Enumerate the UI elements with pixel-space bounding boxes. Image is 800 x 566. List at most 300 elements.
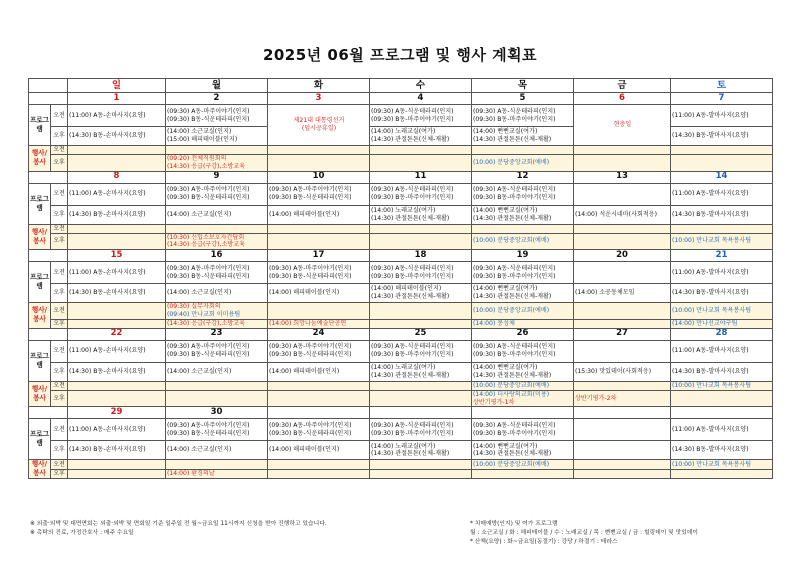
date-cell: 17 [268,250,370,262]
date-cell: 7 [671,93,773,105]
program-cell [268,284,370,303]
event-cell [370,146,472,155]
date-cell: 9 [166,171,268,183]
note-line: * 산책(요양) : 화~금요일(동절기) : 강당 / 하절기 : 테라스 [470,539,618,545]
program-entry: (14:30) 관절튼튼(신체-재활) [371,371,450,379]
weekday-header: 화 [268,79,370,93]
event-cell [472,381,574,390]
event-cell [671,146,773,155]
schedule-table [28,78,773,479]
program-cell [574,441,671,460]
event-cell [268,146,370,155]
notes-right [470,520,698,547]
program-entry: (14:30) B동-발마사지(요양) [672,367,749,375]
event-entry: (14:00) 환경의날 [167,470,215,478]
date-row [29,93,773,105]
date-cell: 20 [574,250,671,262]
event-cell [166,303,268,320]
event-entry: 상반기평가-1차 [473,398,515,406]
program-entry: (14:00) 노래교실(여가) [371,206,436,214]
date-cell: 5 [472,93,574,105]
event-am-row [29,381,773,390]
program-cell [671,441,773,460]
program-am-row [29,183,773,205]
event-cell [166,155,268,172]
event-cell [166,460,268,470]
date-cell: 23 [166,328,268,340]
program-entry: (09:30) A동-식운테라피(인지) [473,107,556,115]
event-entry: (14:30) 응급(구강),소방교육 [167,319,246,327]
program-label: 프로그램 [29,419,51,460]
program-entry: (09:30) A동-마주이야기(인지) [269,422,352,430]
program-entry: (09:30) B동-마주이야기(인지) [473,115,556,123]
program-cell [574,205,671,224]
date-cell [671,407,773,419]
program-cell [574,419,671,441]
date-cell: 11 [370,171,472,183]
event-cell [472,303,574,320]
program-entry: (09:30) B동-마주이야기(인지) [473,351,556,359]
program-entry: (09:30) A동-식운테라피(인지) [371,186,454,194]
event-cell [671,303,773,320]
event-label: 행사/봉사 [29,303,51,329]
program-entry: (09:30) A동-마주이야기(인지) [167,186,250,194]
program-cell [370,127,472,146]
program-entry: (14:30) B동-발마사지(요양) [672,132,749,140]
program-cell [370,262,472,284]
program-pm-row [29,205,773,224]
program-entry: (09:30) A동-마주이야기(인지) [269,343,352,351]
event-entry: (14:00) 희망나눔예술단공연 [269,319,347,327]
event-entry: (09:40) 만나교회 이미용팀 [167,310,241,318]
program-am-row [29,105,773,127]
program-entry: (11:00) A동-발마사지(요양) [672,111,749,119]
event-cell [472,469,574,479]
event-pm-row [29,390,773,407]
event-cell [472,390,574,407]
event-cell [671,390,773,407]
event-cell [166,146,268,155]
program-entry: (11:00) A동-손마사지(요양) [69,268,146,276]
program-entry: (09:30) B동-마주이야기(인지) [371,194,454,202]
program-entry: (09:30) B동-마주이야기(인지) [473,272,556,280]
event-entry: (14:00) 만나선교야구팀 [672,319,738,327]
program-entry: (14:30) 관절튼튼(신체-재활) [473,450,552,458]
event-label: 행사/봉사 [29,381,51,407]
program-entry: (14:30) 관절튼튼(신체-재활) [371,136,450,143]
event-cell [166,381,268,390]
event-cell [574,390,671,407]
event-am-row [29,303,773,320]
event-entry: (09:30) 실무자회의 [167,303,221,311]
program-cell [68,419,166,441]
event-cell [166,233,268,250]
program-am-row [29,419,773,441]
program-entry: (14:00) 뻔뻔교실(여가) [473,206,538,214]
event-cell [68,146,166,155]
program-entry: (09:30) A동-식운테라피(인지) [473,422,556,430]
program-entry: (11:00) A동-발마사지(요양) [672,425,749,433]
program-cell [68,205,166,224]
program-pm-row [29,441,773,460]
program-entry: (14:00) 뻔뻔교실(여가) [473,442,538,450]
event-cell [268,390,370,407]
pm-label: 오후 [51,441,68,460]
date-cell: 16 [166,250,268,262]
program-entry: (14:00) 소근교실(인지) [167,367,232,375]
program-entry: (14:30) 관절튼튼(신체-재활) [473,293,552,301]
program-entry: (09:30) A동-식운테라피(인지) [371,343,454,351]
date-cell: 19 [472,250,574,262]
program-entry: (09:30) A동-식운테라피(인지) [371,264,454,272]
program-entry: (11:00) A동-손마사지(요양) [69,111,146,119]
event-cell [68,390,166,407]
date-cell: 4 [370,93,472,105]
date-cell: 10 [268,171,370,183]
program-entry: (14:00) 소공동체모임 [575,289,635,297]
pm-label: 오후 [51,155,68,172]
program-entry: (14:00) 해피테이블(인지) [269,367,340,375]
program-entry: (14:00) 소근교실(인지) [167,289,232,297]
program-entry: (14:00) 소근교실(인지) [167,210,232,218]
pm-label: 오후 [51,205,68,224]
am-label: 오전 [51,105,68,127]
program-cell [68,127,166,146]
weekday-header-row [29,79,773,93]
event-cell [370,233,472,250]
date-cell: 21 [671,250,773,262]
program-entry: (11:00) A동-발마사지(요양) [672,347,749,355]
pm-label: 오후 [51,390,68,407]
program-entry: (14:00) 해피테이블(인지) [269,446,340,454]
program-entry: (14:00) 노래교실(여가) [371,128,436,136]
event-entry: (10:30) 신입소보호자간담회 [167,233,245,241]
date-cell: 8 [68,171,166,183]
schedule-body [29,93,773,479]
date-row-label [29,250,68,262]
event-cell [166,469,268,479]
program-cell [671,183,773,205]
event-cell [472,319,574,328]
program-entry: (11:00) A동-발마사지(요양) [672,268,749,276]
program-cell [166,205,268,224]
program-pm-row [29,284,773,303]
page-title: 2025년 06월 프로그램 및 행사 계획표 [262,46,538,64]
weekday-header: 토 [671,79,773,93]
event-entry: (10:00) 분당중앙교회(예배) [473,307,550,315]
date-cell: 6 [574,93,671,105]
date-cell: 14 [671,171,773,183]
date-cell: 12 [472,171,574,183]
program-label: 프로그램 [29,340,51,381]
event-cell [68,155,166,172]
program-entry: (14:00) 소근교실(인지) [167,446,232,454]
weekday-header: 수 [370,79,472,93]
event-cell [68,460,166,470]
program-cell [166,284,268,303]
program-cell [472,419,574,441]
program-entry: (09:30) B동-식운테라피(인지) [167,272,250,280]
event-entry: (14:30) 응급(구강),소방교육 [167,162,246,170]
event-cell [370,303,472,320]
program-cell [370,205,472,224]
pm-label: 오후 [51,469,68,479]
program-cell [166,441,268,460]
date-row [29,250,773,262]
date-cell: 26 [472,328,574,340]
date-row [29,171,773,183]
program-entry: (14:00) 뻔뻔교실(여가) [473,285,538,293]
program-cell [671,340,773,362]
program-cell [472,340,574,362]
event-cell [370,381,472,390]
date-cell: 22 [68,328,166,340]
event-pm-row [29,469,773,479]
program-entry: (09:30) A동-식운테라피(인지) [473,264,556,272]
program-am-row [29,340,773,362]
event-cell [574,233,671,250]
pm-label: 오후 [51,319,68,328]
date-cell [370,407,472,419]
program-cell [68,441,166,460]
program-cell [68,284,166,303]
event-cell [574,224,671,233]
event-cell [671,469,773,479]
am-label: 오전 [51,183,68,205]
event-pm-row [29,155,773,172]
am-label: 오전 [51,146,68,155]
program-entry: (09:30) B동-식운테라피(인지) [167,194,250,202]
program-cell [68,183,166,205]
program-cell [574,262,671,284]
program-entry: (14:30) B동-발마사지(요양) [672,210,749,218]
event-cell [370,390,472,407]
program-cell [472,127,574,146]
am-label: 오전 [51,340,68,362]
program-entry: (14:00) 소근교실(인지) [167,128,232,136]
program-cell [671,127,773,146]
program-entry: (09:30) B동-마주이야기(인지) [371,115,454,123]
event-pm-row [29,233,773,250]
program-cell [268,441,370,460]
weekday-header: 일 [68,79,166,93]
event-cell [166,390,268,407]
event-entry: (09:20) 전체직원회의 [167,155,227,162]
program-entry: (09:30) B동-식운테라피(인지) [269,351,352,359]
program-cell [268,419,370,441]
program-cell [68,362,166,381]
program-entry: (14:00) 석운시네마(사회적응) [575,210,657,218]
date-cell [268,407,370,419]
program-entry: (09:30) B동-식운테라피(인지) [167,115,250,123]
program-cell [370,419,472,441]
event-entry: (14:00) 봉성체 [473,319,515,327]
program-cell [574,183,671,205]
event-cell [268,469,370,479]
date-cell [574,407,671,419]
program-pm-row [29,362,773,381]
program-entry: (14:30) B동-손마사지(요양) [69,132,146,140]
program-cell [472,105,574,127]
date-cell: 27 [574,328,671,340]
program-entry: (14:30) 관절튼튼(신체-재활) [473,371,552,379]
event-cell [472,155,574,172]
program-entry: (09:30) B동-마주이야기(인지) [371,351,454,359]
program-entry: (14:00) 해피테이블(인지) [371,285,442,293]
program-cell [472,362,574,381]
am-label: 오전 [51,381,68,390]
program-entry: (09:30) B동-식운테라피(인지) [167,351,250,359]
am-label: 오전 [51,303,68,320]
event-cell [671,381,773,390]
program-entry: (14:30) B동-손마사지(요양) [69,446,146,454]
program-cell [166,419,268,441]
program-entry: (09:30) A동-식운테라피(인지) [371,422,454,430]
program-entry: (09:30) A동-식운테라피(인지) [473,343,556,351]
program-cell [574,362,671,381]
date-cell: 13 [574,171,671,183]
date-cell: 15 [68,250,166,262]
event-label: 행사/봉사 [29,224,51,250]
weekday-header: 금 [574,79,671,93]
event-cell [370,224,472,233]
event-cell [574,381,671,390]
program-entry: (14:00) 해피테이블(인지) [269,210,340,218]
date-cell: 25 [370,328,472,340]
program-entry: (14:30) B동-발마사지(요양) [672,289,749,297]
event-cell [472,146,574,155]
program-cell [166,183,268,205]
program-cell [472,183,574,205]
event-cell [268,319,370,328]
event-entry: (14:00) 더사랑의교회(미용) [473,390,550,398]
am-label: 오전 [51,460,68,470]
note-line: 월 : 소근교실 / 화 : 해피테이블 / 수 : 노래교실 / 목 : 뻔뻔교실 / 금 : 힐링데이 및 맛있데이 [470,530,699,536]
program-entry: (14:30) 관절튼튼(신체-재활) [473,136,552,143]
program-cell [671,205,773,224]
event-cell [671,319,773,328]
event-cell [574,469,671,479]
program-entry: (09:30) A동-마주이야기(인지) [269,186,352,194]
program-cell [166,362,268,381]
event-entry: (10:00) 만나교회 목욕봉사팀 [672,307,752,315]
program-entry: (14:00) 노래교실(여가) [371,442,436,450]
pm-label: 오후 [51,127,68,146]
program-cell [166,262,268,284]
program-entry: (09:30) B동-식운테라피(인지) [269,272,352,280]
program-cell [268,183,370,205]
program-cell [166,105,268,127]
program-entry: (09:30) A동-마주이야기(인지) [167,343,250,351]
program-entry: (14:00) 해피테이블(인지) [269,289,340,297]
holiday-cell [574,105,671,146]
program-entry: (11:00) A동-손마사지(요양) [69,425,146,433]
program-cell [574,284,671,303]
date-row-label [29,171,68,183]
program-cell [370,441,472,460]
event-cell [472,224,574,233]
am-label: 오전 [51,419,68,441]
event-cell [268,303,370,320]
event-label: 행사/봉사 [29,146,51,172]
event-label: 행사/봉사 [29,460,51,479]
program-entry: (14:30) 관절튼튼(신체-재활) [371,293,450,301]
program-am-row [29,262,773,284]
event-cell [574,155,671,172]
program-cell [370,284,472,303]
program-entry: (09:30) A동-마주이야기(인지) [269,264,352,272]
date-row [29,407,773,419]
am-label: 오전 [51,224,68,233]
program-cell [472,441,574,460]
date-cell: 28 [671,328,773,340]
holiday-text: 현충일 [613,121,632,129]
event-entry: (14:30) 응급(구강),소방교육 [167,241,246,249]
program-cell [472,262,574,284]
program-cell [166,127,268,146]
date-cell [472,407,574,419]
event-cell [574,146,671,155]
program-label: 프로그램 [29,183,51,224]
program-entry: (09:30) A동-식운테라피(인지) [473,186,556,194]
note-line: * 치매예방(인지) 및 여가 프로그램 [470,521,558,527]
date-cell: 1 [68,93,166,105]
program-cell [671,262,773,284]
program-cell [574,340,671,362]
program-cell [68,105,166,127]
event-cell [671,224,773,233]
event-cell [370,155,472,172]
program-entry: (14:30) 관절튼튼(신체-재활) [371,450,450,458]
event-cell [472,460,574,470]
program-entry: (09:30) A동-마주이야기(인지) [167,264,250,272]
program-entry: (15:30) 맛있데이(사회적응) [575,367,652,375]
notes-left [30,520,327,538]
event-cell [68,381,166,390]
event-cell [370,319,472,328]
event-cell [671,460,773,470]
program-cell [370,362,472,381]
note-line: ※ 외출·외박 및 대면면회는 외출·외박 및 면회일 기준 일주일 전 월~금요일 11시까지 신청을 받아 진행하고 있습니다. [30,521,327,527]
program-entry: (09:30) B동-마주이야기(인지) [473,429,556,437]
event-cell [370,469,472,479]
event-am-row [29,460,773,470]
event-cell [472,233,574,250]
event-am-row [29,224,773,233]
date-cell: 3 [268,93,370,105]
program-entry: (09:30) B동-식운테라피(인지) [167,429,250,437]
event-cell [68,319,166,328]
date-row-label [29,407,68,419]
program-entry: (14:00) 노래교실(여가) [371,363,436,371]
program-cell [268,362,370,381]
am-label: 오전 [51,262,68,284]
corner-cell [29,79,68,93]
event-entry: (10:00) 분당중앙교회(예배) [473,460,550,468]
event-cell [268,155,370,172]
event-cell [574,303,671,320]
program-entry: (09:30) B동-식운테라피(인지) [269,429,352,437]
pm-label: 오후 [51,362,68,381]
holiday-text: (임시공휴일) [301,125,337,132]
event-cell [166,319,268,328]
event-entry: (10:00) 분당중앙교회(예배) [473,158,550,166]
date-row-label [29,93,68,105]
program-cell [268,205,370,224]
program-entry: (09:30) A동-식운테라피(인지) [371,107,454,115]
program-entry: (14:30) B동-손마사지(요양) [69,289,146,297]
event-cell [68,303,166,320]
